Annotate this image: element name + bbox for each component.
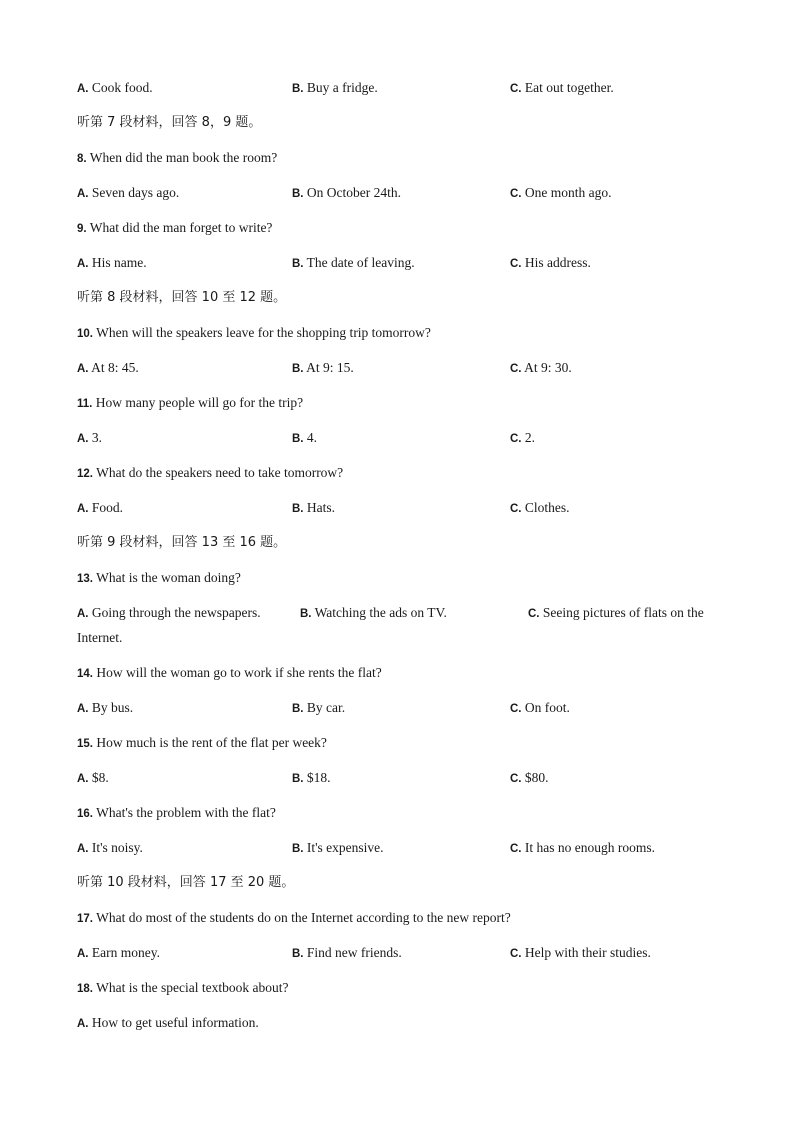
section-heading-7: 听第 7 段材料，回答 8，9 题。 [77, 115, 262, 130]
question-number: 8. [77, 153, 87, 165]
option-letter: C. [510, 773, 522, 785]
option-letter: B. [300, 608, 312, 620]
option-letter: A. [77, 363, 89, 375]
q12-option-a [77, 499, 123, 517]
option-text: It's noisy. [91, 840, 143, 855]
q10-option-c [510, 359, 572, 377]
q16-option-c [510, 839, 655, 857]
question-text: What did the man forget to write? [89, 220, 273, 235]
option-text: Help with their studies. [524, 945, 651, 960]
option-text: Going through the newspapers. [91, 605, 261, 620]
q13-option-c-continuation: Internet. [77, 630, 123, 645]
option-text: By car. [306, 700, 346, 715]
option-letter: B. [292, 773, 304, 785]
q7-option-a [77, 79, 153, 97]
option-letter: C. [510, 83, 522, 95]
q14-option-c [510, 699, 570, 717]
section-heading-9: 听第 9 段材料，回答 13 至 16 题。 [77, 535, 287, 550]
option-letter: B. [292, 948, 304, 960]
q11-option-b [292, 429, 317, 447]
q16-option-b [292, 839, 384, 857]
question-text: What is the special textbook about? [96, 980, 289, 995]
question-15 [77, 734, 327, 752]
option-text: It has no enough rooms. [524, 840, 655, 855]
option-letter: B. [292, 83, 304, 95]
option-letter: B. [292, 503, 304, 515]
option-text: Find new friends. [306, 945, 402, 960]
question-number: 17. [77, 913, 93, 925]
q12-option-b [292, 499, 335, 517]
option-letter: A. [77, 843, 89, 855]
option-letter: C. [510, 503, 522, 515]
option-text: One month ago. [524, 185, 612, 200]
q8-option-a [77, 184, 179, 202]
q8-option-b [292, 184, 401, 202]
option-text: 2. [524, 430, 535, 445]
option-text: Food. [91, 500, 124, 515]
option-letter: C. [510, 188, 522, 200]
question-9 [77, 219, 272, 237]
question-11 [77, 394, 303, 412]
q9-option-a [77, 254, 147, 272]
q7-option-b [292, 79, 378, 97]
q13-option-b [300, 604, 447, 622]
q12-option-c [510, 499, 570, 517]
option-text: His name. [91, 255, 147, 270]
option-text: It's expensive. [306, 840, 384, 855]
question-12 [77, 464, 343, 482]
question-text: How will the woman go to work if she rents the flat? [96, 665, 382, 680]
option-text: His address. [524, 255, 591, 270]
q11-option-a [77, 429, 102, 447]
question-number: 14. [77, 668, 93, 680]
question-14 [77, 664, 382, 682]
question-16 [77, 804, 276, 822]
option-text: By bus. [91, 700, 134, 715]
question-number: 15. [77, 738, 93, 750]
option-letter: B. [292, 433, 304, 445]
option-letter: C. [510, 433, 522, 445]
question-number: 12. [77, 468, 93, 480]
q17-option-a [77, 944, 160, 962]
option-letter: C. [528, 608, 540, 620]
option-letter: A. [77, 433, 89, 445]
option-text: Cook food. [91, 80, 153, 95]
option-text: 4. [306, 430, 317, 445]
option-text: On October 24th. [306, 185, 401, 200]
option-letter: C. [510, 703, 522, 715]
option-text: How to get useful information. [91, 1015, 259, 1030]
question-text: How many people will go for the trip? [95, 395, 304, 410]
option-letter: C. [510, 948, 522, 960]
question-text: What do the speakers need to take tomorrow? [96, 465, 344, 480]
q8-option-c [510, 184, 612, 202]
option-text: Clothes. [524, 500, 570, 515]
question-text: When will the speakers leave for the shopping trip tomorrow? [96, 325, 431, 340]
option-letter: B. [292, 843, 304, 855]
section-heading-10: 听第 10 段材料，回答 17 至 20 题。 [77, 875, 295, 890]
q9-option-c [510, 254, 591, 272]
option-letter: C. [510, 843, 522, 855]
question-text: What is the woman doing? [96, 570, 241, 585]
option-text: At 9: 15. [306, 360, 354, 375]
question-text: What do most of the students do on the Internet according to the new report? [96, 910, 511, 925]
q17-option-b [292, 944, 402, 962]
option-text: Seeing pictures of flats on the [542, 605, 704, 620]
option-text: The date of leaving. [306, 255, 415, 270]
option-text: At 8: 45. [91, 360, 139, 375]
option-letter: B. [292, 188, 304, 200]
q16-option-a [77, 839, 143, 857]
question-17 [77, 909, 511, 927]
q14-option-b [292, 699, 345, 717]
question-text: How much is the rent of the flat per week? [96, 735, 327, 750]
question-number: 9. [77, 223, 87, 235]
q10-option-b [292, 359, 354, 377]
option-text: $80. [524, 770, 549, 785]
question-number: 16. [77, 808, 93, 820]
q15-option-a [77, 769, 109, 787]
option-letter: A. [77, 608, 89, 620]
option-letter: A. [77, 188, 89, 200]
option-letter: C. [510, 258, 522, 270]
question-number: 18. [77, 983, 93, 995]
section-heading-8: 听第 8 段材料，回答 10 至 12 题。 [77, 290, 287, 305]
option-text: Hats. [306, 500, 335, 515]
question-number: 13. [77, 573, 93, 585]
q7-option-c [510, 79, 614, 97]
option-text: Buy a fridge. [306, 80, 378, 95]
option-text: Watching the ads on TV. [314, 605, 447, 620]
q13-option-c [528, 604, 704, 622]
option-text: Seven days ago. [91, 185, 180, 200]
option-text: On foot. [524, 700, 570, 715]
q17-option-c [510, 944, 651, 962]
option-letter: C. [510, 363, 522, 375]
option-letter: B. [292, 703, 304, 715]
q11-option-c [510, 429, 535, 447]
q15-option-c [510, 769, 549, 787]
question-number: 10. [77, 328, 93, 340]
option-text: $8. [91, 770, 109, 785]
q10-option-a [77, 359, 139, 377]
q14-option-a [77, 699, 133, 717]
option-letter: A. [77, 703, 89, 715]
question-10 [77, 324, 431, 342]
question-18 [77, 979, 288, 997]
option-letter: A. [77, 1018, 89, 1030]
option-letter: A. [77, 258, 89, 270]
option-letter: A. [77, 948, 89, 960]
option-letter: A. [77, 503, 89, 515]
q15-option-b [292, 769, 331, 787]
question-text: When did the man book the room? [89, 150, 278, 165]
option-text: Eat out together. [524, 80, 614, 95]
option-letter: A. [77, 83, 89, 95]
option-letter: B. [292, 258, 304, 270]
question-text: What's the problem with the flat? [96, 805, 276, 820]
option-text: $18. [306, 770, 331, 785]
option-text: Earn money. [91, 945, 160, 960]
question-8 [77, 149, 277, 167]
option-letter: A. [77, 773, 89, 785]
question-13 [77, 569, 241, 587]
option-letter: B. [292, 363, 304, 375]
option-text: 3. [91, 430, 102, 445]
q13-option-a [77, 604, 261, 622]
question-number: 11. [77, 398, 93, 410]
option-text: At 9: 30. [524, 360, 572, 375]
q9-option-b [292, 254, 415, 272]
q18-option-a [77, 1014, 259, 1032]
